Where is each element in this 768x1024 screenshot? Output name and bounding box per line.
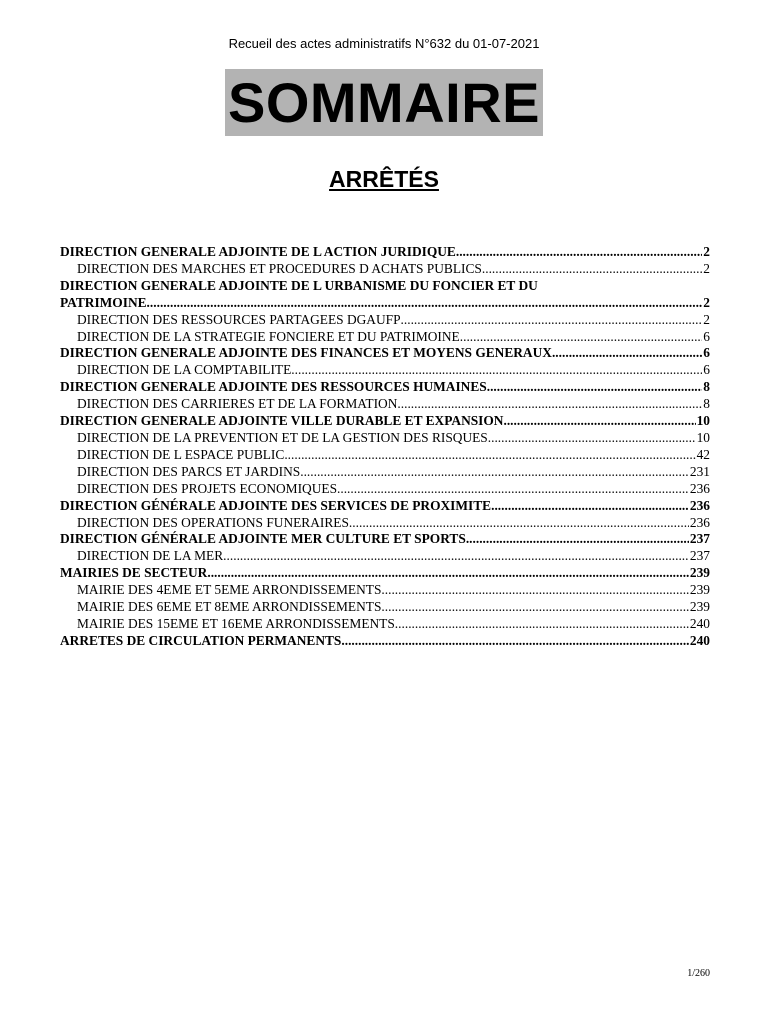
toc-entry-page: 239 — [689, 582, 710, 598]
subtitle-block — [0, 166, 768, 193]
toc-entry-label: DIRECTION GÉNÉRALE ADJOINTE DES SERVICES DE PROXIMITE — [60, 497, 492, 513]
toc-entry-page: 6 — [703, 328, 710, 344]
toc-entry-page: 237 — [689, 548, 710, 564]
toc-entry-page: 236 — [689, 497, 710, 513]
toc-entry-label: MAIRIE DES 4EME ET 5EME ARRONDISSEMENTS — [77, 582, 382, 598]
toc-entry-label: DIRECTION GENERALE ADJOINTE DES FINANCES ET MOYENS GENERAUX — [60, 345, 552, 361]
toc-entry-page: 2 — [703, 311, 710, 327]
toc-dot-leader — [284, 447, 695, 464]
toc-subsection-entry[interactable] — [60, 616, 710, 633]
toc-entry-page: 237 — [689, 531, 710, 547]
toc-subsection-entry[interactable] — [60, 582, 710, 599]
toc-entry-label: DIRECTION GÉNÉRALE ADJOINTE MER CULTURE ET SPORTS — [60, 531, 466, 547]
toc-dot-leader — [337, 481, 689, 498]
toc-entry-label: DIRECTION DE LA PREVENTION ET DE LA GESTION DES RISQUES — [77, 429, 488, 445]
toc-dot-leader — [397, 396, 702, 413]
toc-entry-label: PATRIMOINE — [60, 294, 147, 310]
toc-entry-label: DIRECTION DES CARRIERES ET DE LA FORMATION — [77, 396, 398, 412]
toc-entry-label: DIRECTION DES PROJETS ECONOMIQUES — [77, 480, 338, 496]
toc-subsection-entry[interactable] — [60, 362, 710, 379]
toc-entry-label: DIRECTION DES OPERATIONS FUNERAIRES — [77, 514, 349, 530]
toc-section-entry[interactable] — [60, 413, 710, 430]
toc-section-entry[interactable] — [60, 531, 710, 548]
toc-entry-label: DIRECTION DES PARCS ET JARDINS — [77, 463, 301, 479]
toc-dot-leader — [482, 261, 702, 278]
toc-entry-label: DIRECTION GENERALE ADJOINTE DE L ACTION JURIDIQUE — [60, 244, 456, 259]
toc-dot-leader — [488, 430, 696, 447]
toc-subsection-entry[interactable] — [60, 464, 710, 481]
toc-entry-page: 2 — [703, 294, 710, 310]
toc-subsection-entry[interactable] — [60, 599, 710, 616]
toc-entry-page: 2 — [703, 260, 710, 276]
toc-dot-leader — [381, 599, 689, 616]
toc-section-entry[interactable] — [60, 633, 710, 650]
toc-dot-leader — [341, 633, 689, 650]
toc-entry-label: MAIRIE DES 6EME ET 8EME ARRONDISSEMENTS — [77, 599, 382, 615]
toc-dot-leader — [207, 565, 689, 582]
toc-entry-label: DIRECTION GENERALE ADJOINTE VILLE DURABLE ET EXPANSION — [60, 413, 504, 429]
toc-entry-page: 8 — [703, 396, 710, 412]
toc-entry-label: ARRETES DE CIRCULATION PERMANENTS — [60, 632, 342, 648]
toc-entry-page: 236 — [689, 514, 710, 530]
page-title: SOMMAIRE — [225, 69, 543, 136]
toc-section-entry[interactable] — [60, 244, 710, 261]
toc-entry-label: DIRECTION DE LA COMPTABILITE — [77, 362, 292, 378]
toc-dot-leader — [487, 379, 703, 396]
toc-entry-label: MAIRIE DES 15EME ET 16EME ARRONDISSEMENTS — [77, 615, 395, 631]
toc-dot-leader — [223, 548, 689, 565]
toc-subsection-entry[interactable] — [60, 430, 710, 447]
title-block — [0, 69, 768, 136]
toc-entry-page: 10 — [696, 429, 710, 445]
toc-entry-page: 8 — [703, 379, 710, 395]
toc-dot-leader — [456, 244, 702, 261]
toc-section-entry[interactable] — [60, 565, 710, 582]
toc-entry-page: 10 — [696, 413, 710, 429]
toc-dot-leader — [460, 329, 703, 346]
toc-section-entry[interactable] — [60, 498, 710, 515]
toc-subsection-entry[interactable] — [60, 447, 710, 464]
toc-subsection-entry[interactable] — [60, 261, 710, 278]
section-title: ARRÊTÉS — [329, 166, 439, 192]
toc-subsection-entry[interactable] — [60, 548, 710, 565]
toc-entry-label: DIRECTION DE L ESPACE PUBLIC — [77, 446, 285, 462]
table-of-contents — [60, 244, 710, 650]
toc-subsection-entry[interactable] — [60, 312, 710, 329]
page-number: 1/260 — [687, 968, 710, 979]
toc-dot-leader — [401, 312, 703, 329]
toc-dot-leader — [395, 616, 689, 633]
toc-dot-leader — [552, 345, 702, 362]
toc-section-entry[interactable] — [60, 345, 710, 362]
toc-dot-leader — [291, 362, 702, 379]
toc-dot-leader — [147, 295, 703, 312]
toc-entry-page: 231 — [689, 463, 710, 479]
toc-subsection-entry[interactable] — [60, 329, 710, 346]
toc-entry-label: DIRECTION DES RESSOURCES PARTAGEES DGAUFP — [77, 311, 401, 327]
toc-dot-leader — [381, 582, 689, 599]
toc-entry-label: DIRECTION GENERALE ADJOINTE DE L URBANISME DU FONCIER ET DU — [60, 277, 538, 293]
toc-entry-page: 2 — [703, 244, 710, 259]
toc-entry-page: 6 — [703, 345, 710, 361]
toc-entry-page: 6 — [703, 362, 710, 378]
toc-entry-label: DIRECTION DE LA STRATEGIE FONCIERE ET DU PATRIMOINE — [77, 328, 460, 344]
toc-dot-leader — [503, 413, 695, 430]
toc-entry-page: 239 — [689, 599, 710, 615]
toc-entry-label: MAIRIES DE SECTEUR — [60, 565, 208, 581]
toc-entry-label: DIRECTION DES MARCHES ET PROCEDURES D ACHATS PUBLICS — [77, 260, 482, 276]
toc-entry-line[interactable] — [60, 278, 710, 295]
toc-entry-page: 239 — [689, 565, 710, 581]
toc-entry-page: 42 — [696, 446, 710, 462]
toc-entry-page: 236 — [689, 480, 710, 496]
toc-entry-label: DIRECTION DE LA MER — [77, 548, 224, 564]
toc-section-entry[interactable] — [60, 295, 710, 312]
toc-entry-page: 240 — [689, 615, 710, 631]
document-header: Recueil des actes administratifs N°632 du 01-07-2021 — [228, 36, 540, 51]
toc-entry-page: 240 — [689, 632, 710, 648]
toc-dot-leader — [466, 531, 689, 548]
toc-dot-leader — [491, 498, 689, 515]
toc-subsection-entry[interactable] — [60, 396, 710, 413]
toc-section-entry[interactable] — [60, 379, 710, 396]
toc-entry-label: DIRECTION GENERALE ADJOINTE DES RESSOURCES HUMAINES — [60, 379, 487, 395]
toc-subsection-entry[interactable] — [60, 481, 710, 498]
toc-dot-leader — [349, 515, 689, 532]
toc-subsection-entry[interactable] — [60, 515, 710, 532]
toc-dot-leader — [300, 464, 689, 481]
